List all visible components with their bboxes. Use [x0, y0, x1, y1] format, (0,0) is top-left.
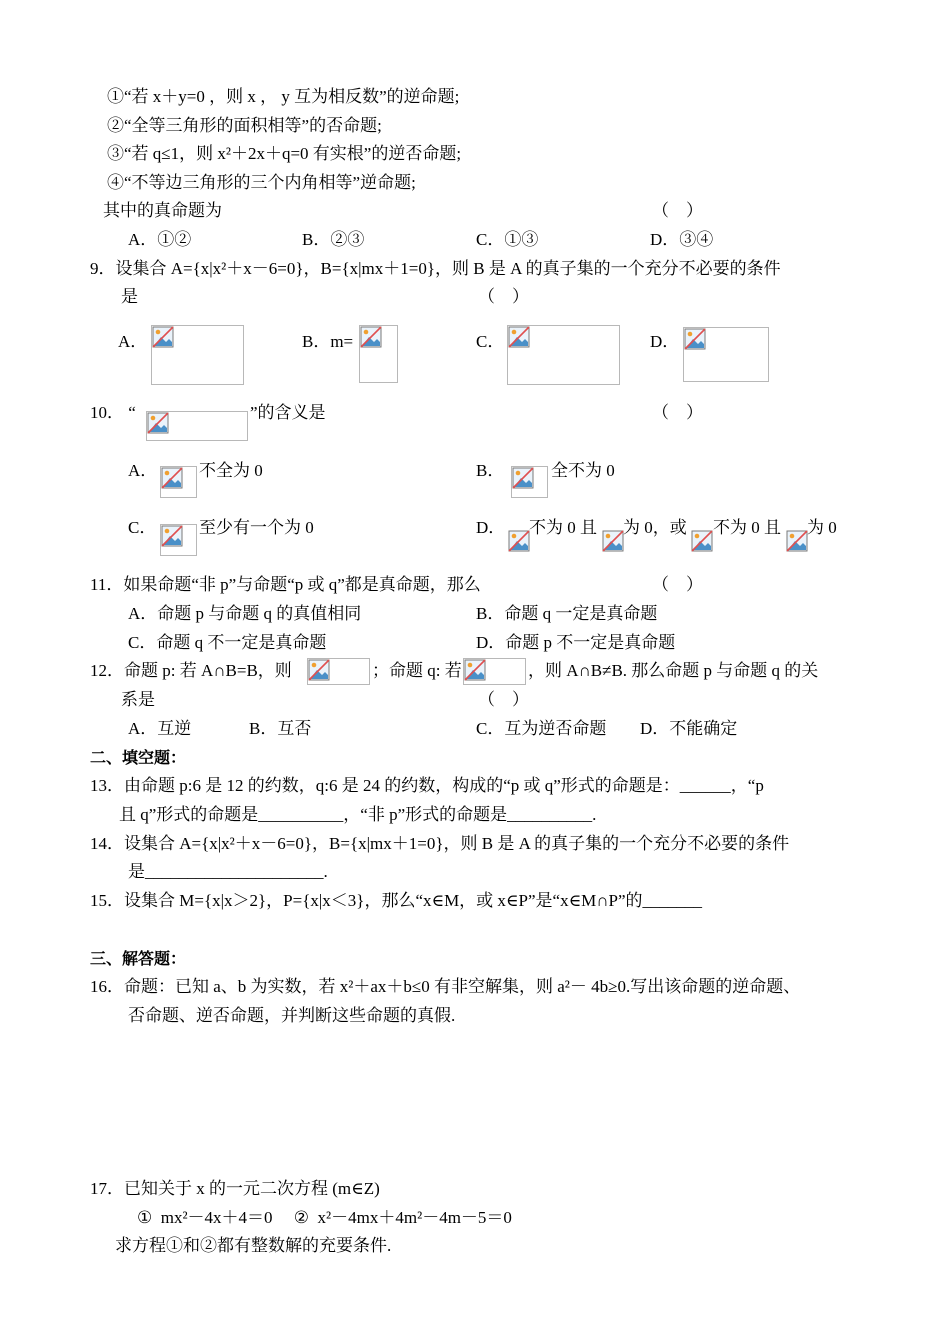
broken-image-icon — [360, 326, 384, 350]
q8-answer-paren: （ ） — [652, 201, 703, 220]
q9-stem-line2: 是 — [121, 287, 138, 306]
q9-option-c-image — [507, 325, 620, 385]
q10-option-b-label: B． — [476, 461, 505, 480]
broken-image-icon — [691, 530, 715, 554]
q10-option-a-label: A． — [128, 461, 158, 480]
q10-option-d-text-4: 为 0 — [807, 518, 837, 537]
q12-option-b: B．互否 — [249, 719, 312, 738]
section-fill-in-heading: 二、填空题： — [90, 748, 187, 767]
q9-option-c-label: C． — [476, 332, 505, 351]
q11-option-a: A．命题 p 与命题 q 的真值相同 — [128, 604, 362, 623]
q11-option-b: B．命题 q 一定是真命题 — [476, 604, 658, 623]
q13-line1: 13．由命题 p:6 是 12 的约数，q:6 是 24 的约数，构成的“p 或 q”形式的命题是：______，“p — [90, 776, 764, 795]
broken-image-icon — [308, 659, 332, 683]
broken-image-icon — [684, 328, 708, 352]
q8-stem: 其中的真命题为 — [103, 201, 222, 220]
q12-stem-part3: ，则 A∩B≠B. 那么命题 p 与命题 q 的关 — [528, 661, 819, 680]
q8-option-a: A．①② — [128, 230, 192, 249]
q12-stem-part1: 12．命题 p: 若 A∩B=B，则 — [90, 661, 292, 680]
q12-answer-paren: （ ） — [478, 690, 529, 709]
q12-option-d: D．不能确定 — [640, 719, 738, 738]
q10-option-b-image — [511, 466, 548, 498]
q10-answer-paren: （ ） — [652, 403, 703, 422]
q9-option-d-image — [683, 327, 769, 382]
q12-option-c: C．互为逆否命题 — [476, 719, 607, 738]
broken-image-icon — [508, 326, 532, 350]
q9-option-b-image — [359, 325, 398, 383]
q8-option-d: D．③④ — [650, 230, 714, 249]
q11-option-c: C．命题 q 不一定是真命题 — [128, 633, 327, 652]
q11-option-d: D．命题 p 不一定是真命题 — [476, 633, 676, 652]
q12-image-2 — [463, 658, 526, 685]
q17-equations: ① mx²－4x＋4＝0 ② x²－4mx＋4m²－4m－5＝0 — [137, 1208, 512, 1227]
q10-option-d-label: D． — [476, 518, 506, 537]
q15-line1: 15．设集合 M={x|x＞2}，P={x|x＜3}，那么“x∈M，或 x∈P”是“x∈M∩P”的_______ — [90, 891, 703, 910]
q11-answer-paren: （ ） — [652, 575, 703, 594]
broken-image-icon — [147, 412, 171, 436]
q8-option-c: C．①③ — [476, 230, 539, 249]
q10-option-d-text-1: 不为 0 且 — [529, 518, 597, 537]
q14-line1: 14．设集合 A={x|x²＋x－6=0}，B={x|mx＋1=0}，则 B 是 A 的真子集的一个充分不必要的条件 — [90, 834, 790, 853]
q12-stem-line2: 系是 — [121, 690, 155, 709]
q10-option-c-text: 至少有一个为 0 — [199, 518, 314, 537]
q10-option-b-text: 全不为 0 — [551, 461, 615, 480]
broken-image-icon — [161, 525, 185, 549]
broken-image-icon — [161, 467, 185, 491]
q8-item-4: ④“不等边三角形的三个内角相等”逆命题; — [107, 173, 416, 192]
q10-option-d-image-4 — [786, 530, 806, 552]
q8-item-1: ①“若 x＋y=0 ，则 x ， y 互为相反数”的逆命题; — [107, 87, 460, 106]
q17-line3: 求方程①和②都有整数解的充要条件. — [115, 1236, 392, 1255]
q16-line1: 16．命题：已知 a、b 为实数，若 x²＋ax＋b≤0 有非空解集，则 a²－ 4b≥0.写出该命题的逆命题、 — [90, 977, 801, 996]
q12-stem-part2: ；命题 q: 若 — [372, 661, 462, 680]
q8-item-3: ③“若 q≤1，则 x²＋2x＋q=0 有实根”的逆否命题; — [107, 144, 462, 163]
q12-option-a: A．互逆 — [128, 719, 192, 738]
section-answer-heading: 三、解答题： — [90, 949, 187, 968]
q11-stem: 11．如果命题“非 p”与命题“p 或 q”都是真命题，那么 — [90, 575, 481, 594]
q9-option-a-image — [151, 325, 244, 385]
q17-line1: 17．已知关于 x 的一元二次方程 (m∈Z) — [90, 1179, 380, 1198]
q10-stem-image — [146, 411, 248, 441]
q16-line2: 否命题、逆否命题，并判断这些命题的真假. — [128, 1006, 456, 1025]
q10-option-a-text: 不全为 0 — [199, 461, 263, 480]
q9-answer-paren: （ ） — [478, 287, 529, 306]
q10-option-a-image — [160, 466, 197, 498]
broken-image-icon — [464, 659, 488, 683]
q9-option-b-label: B．m= — [302, 332, 354, 351]
q9-stem-line1: 9．设集合 A={x|x²＋x－6=0}，B={x|mx＋1=0}，则 B 是 A 的真子集的一个充分不必要的条件 — [90, 259, 781, 278]
q10-option-d-text-2: 为 0，或 — [623, 518, 687, 537]
q13-line2: 且 q”形式的命题是__________，“非 p”形式的命题是__________. — [119, 805, 597, 824]
q10-stem-close: ”的含义是 — [250, 403, 326, 422]
q10-option-c-image — [160, 524, 197, 556]
q10-stem-open: 10． “ — [90, 403, 136, 422]
q10-option-d-image-3 — [691, 530, 711, 552]
q9-option-d-label: D． — [650, 332, 680, 351]
q10-option-c-label: C． — [128, 518, 157, 537]
q8-item-2: ②“全等三角形的面积相等”的否命题; — [107, 116, 382, 135]
q10-option-d-image-2 — [602, 530, 622, 552]
q10-option-d-image-1 — [508, 530, 528, 552]
q12-image-1 — [307, 658, 370, 685]
broken-image-icon — [512, 467, 536, 491]
q9-option-a-label: A． — [118, 332, 148, 351]
q10-option-d-text-3: 不为 0 且 — [713, 518, 781, 537]
q14-line2: 是_____________________. — [128, 862, 328, 881]
broken-image-icon — [152, 326, 176, 350]
q8-option-b: B．②③ — [302, 230, 365, 249]
